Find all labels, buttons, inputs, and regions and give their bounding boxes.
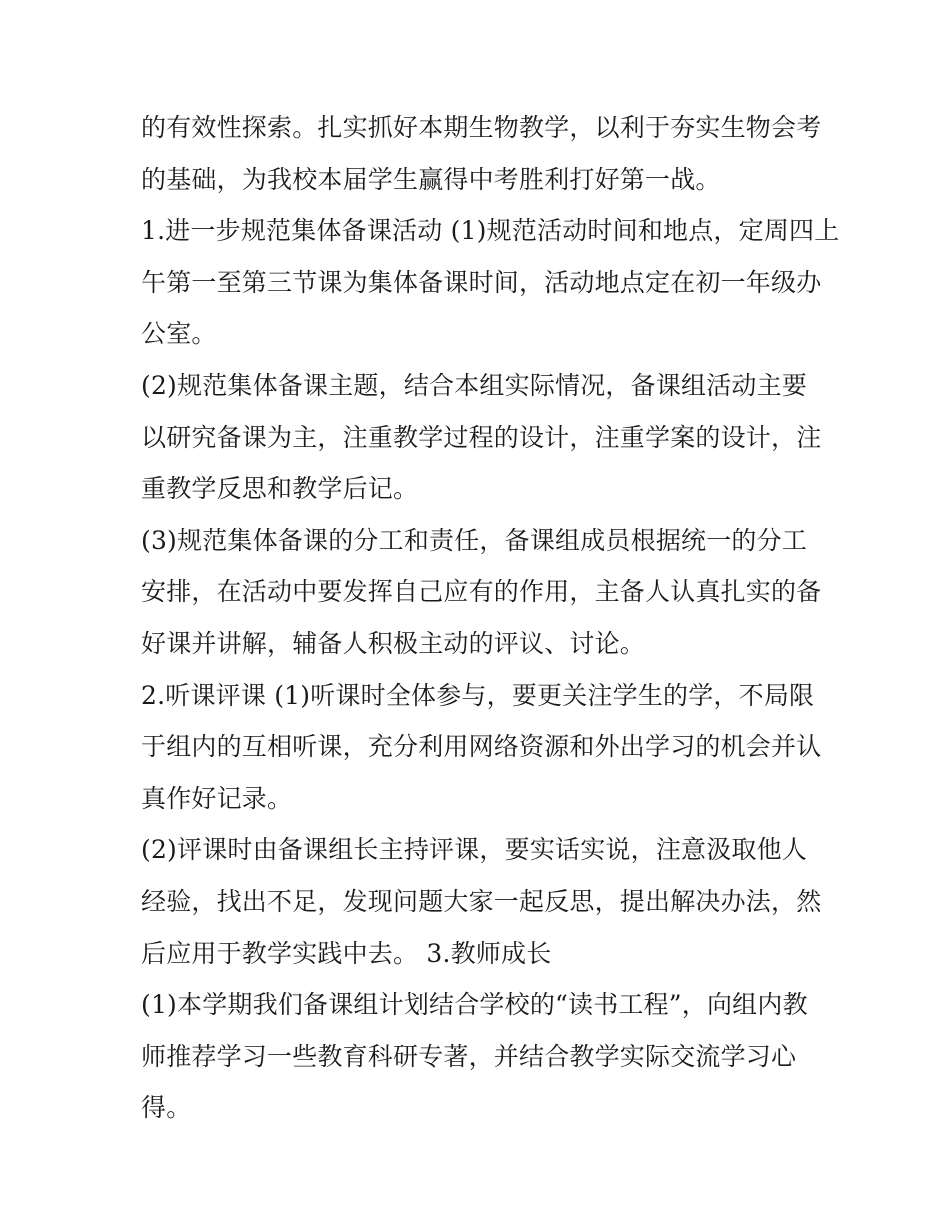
text-line: 安排，在活动中要发挥自己应有的作用，主备人认真扎实的备 (141, 577, 822, 607)
paragraph-prep-division (141, 515, 822, 670)
text-line: 的有效性探索。扎实抓好本期生物教学，以利于夯实生物会考 (141, 113, 822, 142)
text-line: 真作好记录。 (141, 783, 293, 813)
paragraph-intro-continuation (141, 102, 822, 205)
text-line: 于组内的互相听课，充分利用网络资源和外出学习的机会并认 (141, 732, 822, 762)
text-line: 以研究备课为主，注重教学过程的设计，注重学案的设计，注 (141, 422, 822, 452)
text-line: 好课并讲解，辅备人积极主动的评议、讨论。 (141, 628, 646, 658)
paragraph-lesson-observation (141, 670, 822, 825)
text-line: 重教学反思和教学后记。 (141, 474, 419, 504)
text-line: 午第一至第三节课为集体备课时间，活动地点定在初一年级办 (141, 267, 822, 297)
text-line: (2)评课时由备课组长主持评课，要实话实说，注意汲取他人 (141, 835, 808, 865)
text-line: 得。 (141, 1093, 192, 1123)
paragraph-lesson-evaluation (141, 824, 822, 979)
paragraph-prep-theme (141, 360, 822, 515)
text-line: (3)规范集体备课的分工和责任，备课组成员根据统一的分工 (141, 525, 808, 555)
text-line: 的基础，为我校本届学生赢得中考胜利打好第一战。 (141, 164, 721, 194)
text-line: 1.进一步规范集体备课活动 (1)规范活动时间和地点，定周四上 (141, 216, 840, 246)
text-line: 后应用于教学实践中去。 3.教师成长 (141, 938, 552, 968)
text-line: 师推荐学习一些教育科研专著，并结合教学实际交流学习心 (141, 1041, 797, 1071)
text-line: 经验，找出不足，发现问题大家一起反思，提出解决办法，然 (141, 886, 822, 916)
text-line: 公室。 (141, 319, 217, 349)
text-line: (2)规范集体备课主题，结合本组实际情况，备课组活动主要 (141, 370, 808, 400)
text-line: (1)本学期我们备课组计划结合学校的“读书工程”，向组内教 (141, 990, 808, 1020)
paragraph-collective-lesson-prep (141, 205, 840, 360)
document-body (141, 102, 840, 1134)
paragraph-teacher-growth (141, 979, 813, 1134)
text-line: 2.听课评课 (1)听课时全体参与，要更关注学生的学，不局限 (141, 680, 815, 710)
